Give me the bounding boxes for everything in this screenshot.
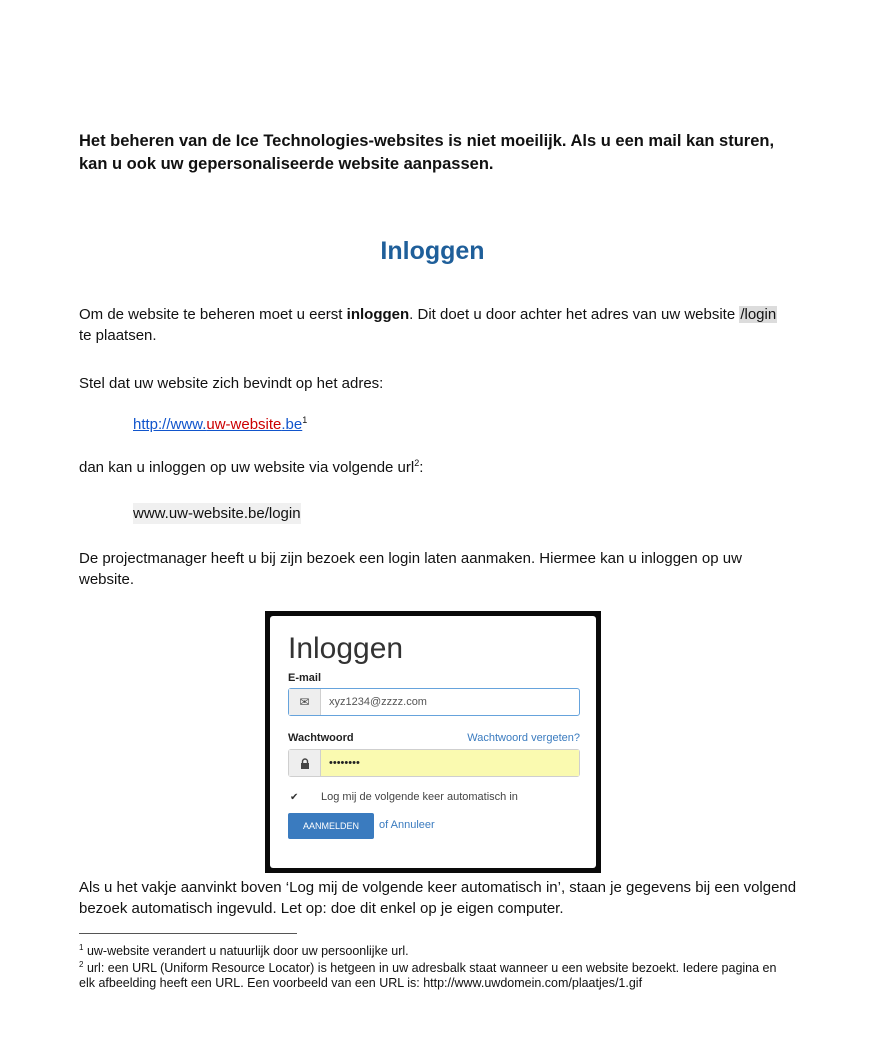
para1-bold: inloggen [346,306,410,323]
login-url-line [133,503,301,524]
para1-text-c: te plaatsen. [79,327,157,344]
paragraph-address-intro: Stel dat uw website zich bevindt op het adres: [79,375,384,392]
footnote-ref-2: 2 [414,458,420,468]
aanmelden-button[interactable]: AANMELDEN [288,813,374,839]
password-label: Wachtwoord [288,732,354,744]
envelope-icon: ✉ [289,689,321,715]
url-domain: uw-website [206,416,282,433]
paragraph-project-manager: De projectmanager heeft u bij zijn bezoek een login laten aanmaken. Hiermee kan u inloggen op uw website. [79,550,742,588]
login-screenshot [265,611,601,873]
section-heading: Inloggen [380,237,485,265]
login-panel [270,616,596,868]
lock-icon [289,750,321,776]
url-suffix: .be [281,416,303,433]
email-value: xyz1234@zzzz.com [329,696,427,708]
login-path-highlight: /login [740,306,777,323]
example-url-link[interactable] [133,416,302,433]
intro-paragraph: Het beheren van de Ice Technologies-websites is niet moeilijk. Als u een mail kan sturen, kan u ook uw gepersonaliseerde website aanpassen. [79,132,775,173]
email-label: E-mail [288,672,322,684]
cancel-link[interactable]: of Annuleer [379,819,435,831]
paragraph-login-instructions [79,304,779,346]
para1-text-a: Om de website te beheren moet u eerst [79,306,347,323]
forgot-password-link[interactable]: Wachtwoord vergeten? [467,732,580,744]
footnote-1-number: 1 [79,942,84,952]
example-url-line [133,414,307,435]
login-form-title: Inloggen [288,632,404,665]
footnote-2 [79,961,779,991]
footnote-divider [79,933,297,934]
paragraph-login-url-intro [79,457,779,478]
email-field[interactable] [288,688,580,716]
para3-text: dan kan u inloggen op uw website via volgende url [79,459,415,476]
password-field[interactable] [288,749,580,777]
login-url-text: www.uw-website.be/login [133,505,301,522]
para1-text-b: . Dit doet u door achter het adres van uw website [409,306,740,323]
remember-checkbox[interactable]: ✔ [290,792,299,803]
password-value: •••••••• [321,750,579,776]
para3-end: : [419,459,424,476]
footnote-1-text: uw-website verandert u natuurlijk door uw persoonlijke url. [86,944,409,958]
footnote-2-text: url: een URL (Uniform Resource Locator) is hetgeen in uw adresbalk staat wanneer u een website bezoekt. Iedere pagina en elk afbeelding heeft een URL. Een voorbeeld van een URL is: http://www.uwdomein.com/plaatjes/1.gif [79,961,777,990]
footnote-ref-1: 1 [302,415,308,425]
footnote-2-number: 2 [79,959,84,969]
url-prefix: http://www. [133,416,207,433]
remember-label: Log mij de volgende keer automatisch in [321,791,518,803]
paragraph-remember-note: Als u het vakje aanvinkt boven ‘Log mij de volgende keer automatisch in’, staan je gegevens bij een volgend bezoek automatisch ingevuld. Let op: doe dit enkel op je eigen computer. [79,879,797,917]
footnote-1 [79,944,799,959]
